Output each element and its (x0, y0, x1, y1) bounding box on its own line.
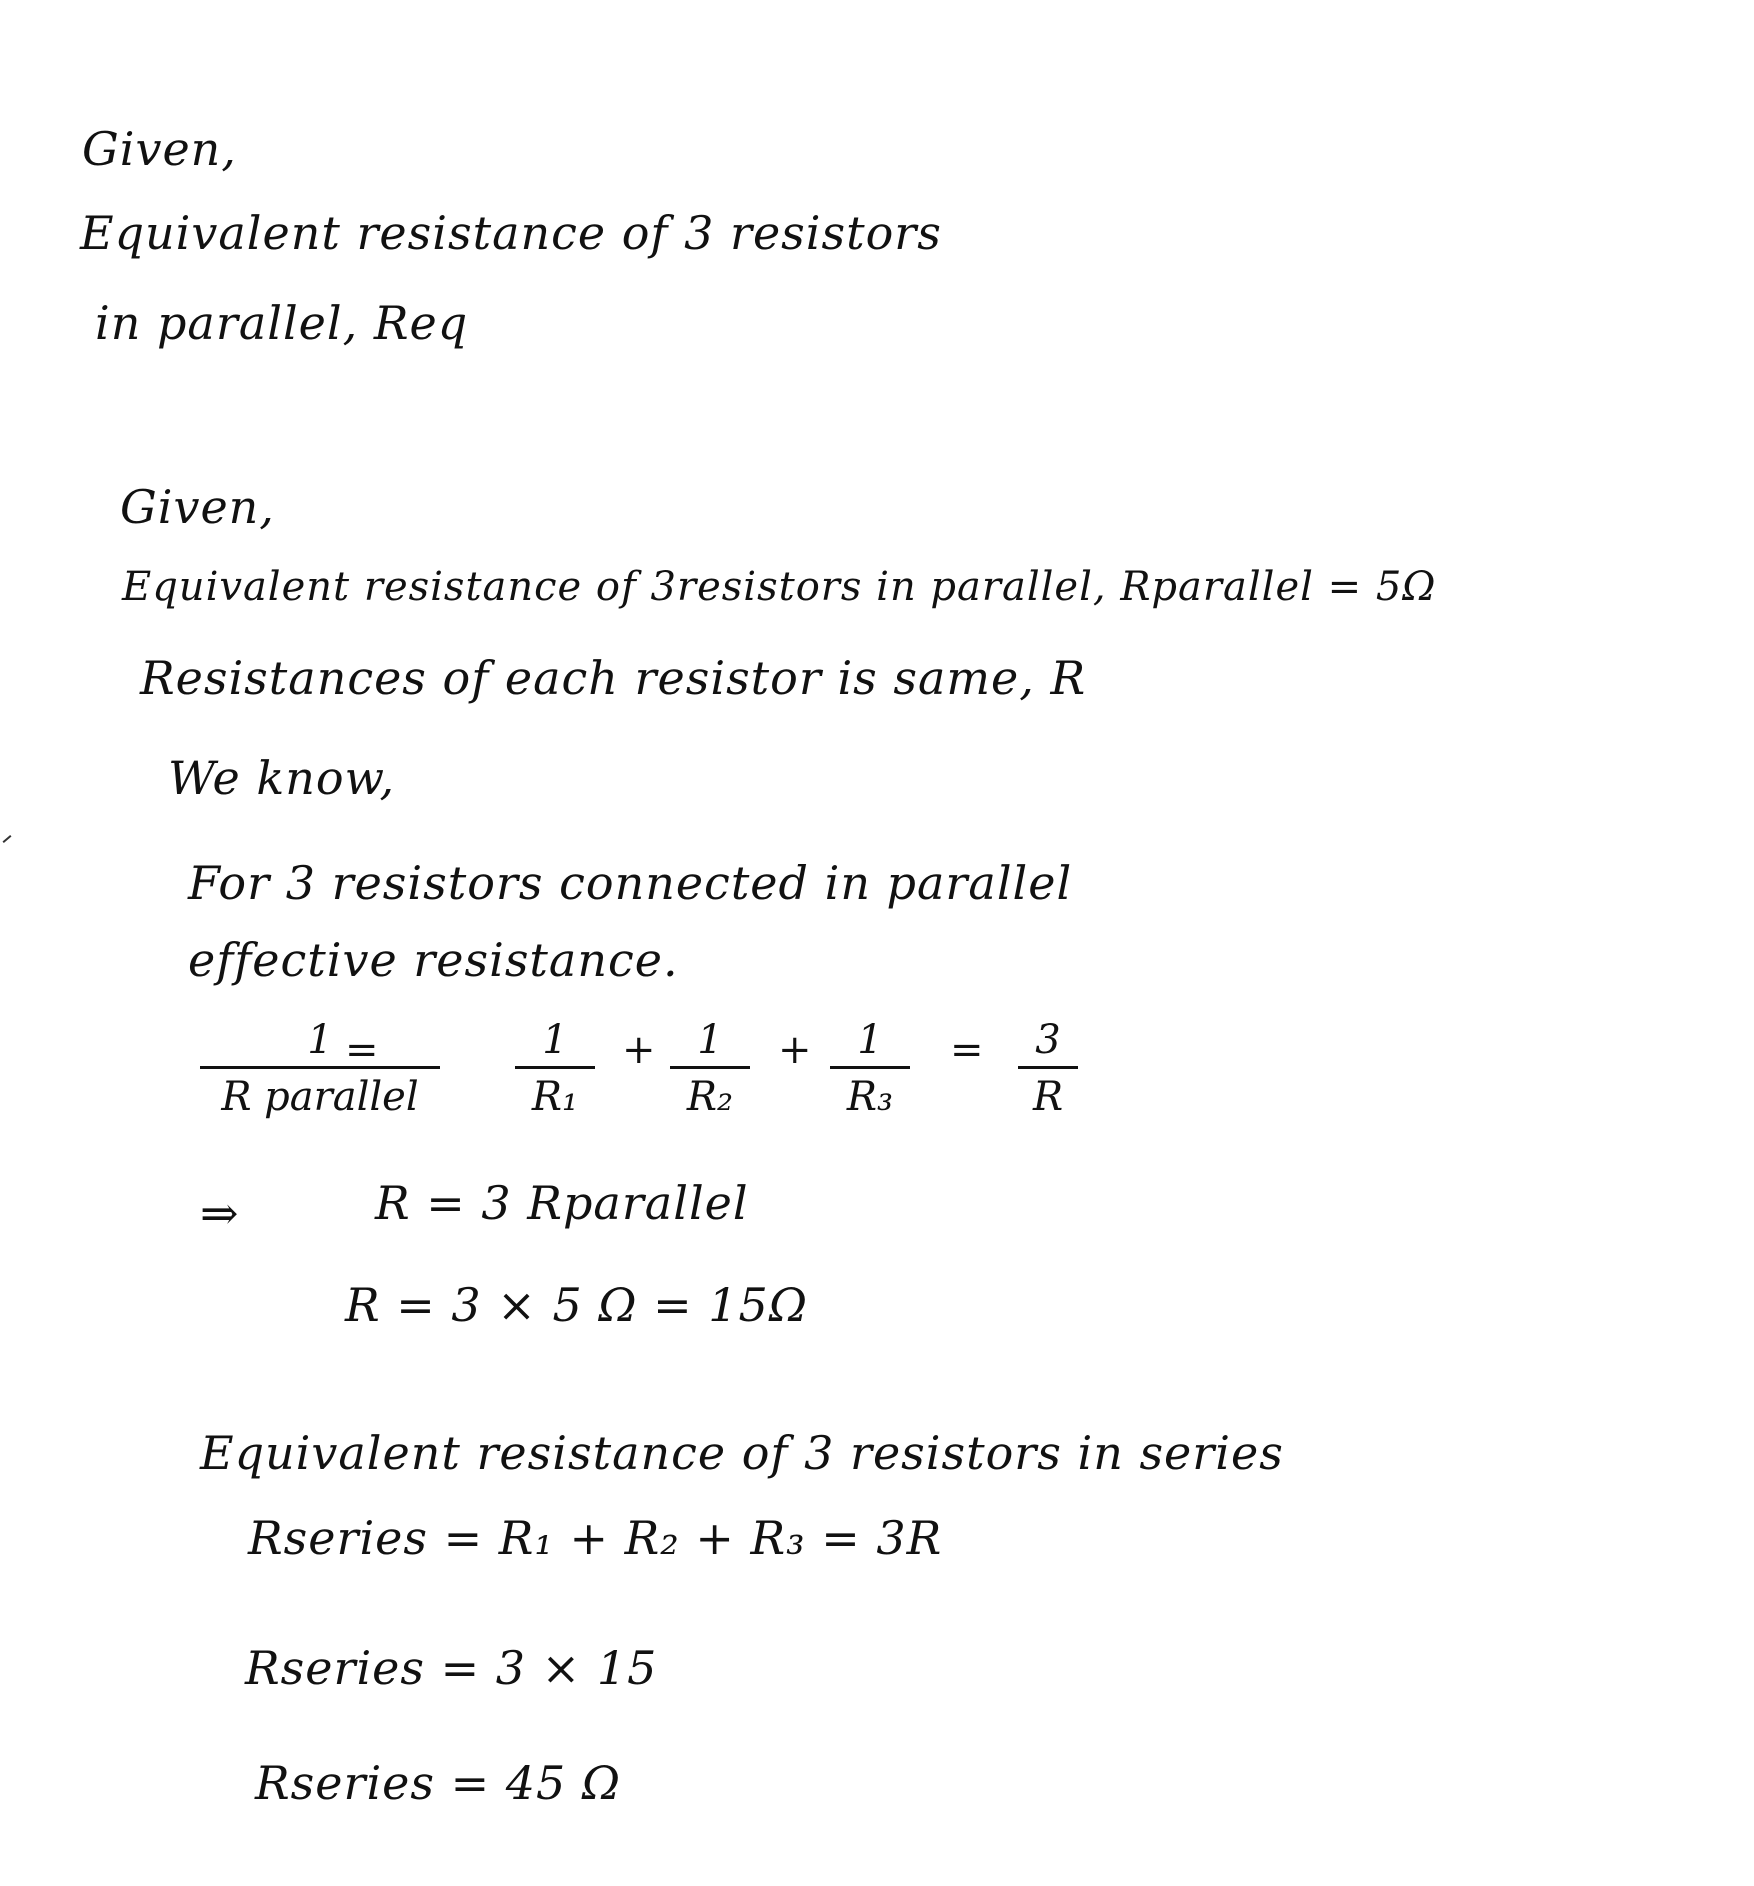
given-1-line-2: in parallel, Req (95, 296, 469, 350)
derivation-line-1: R = 3 Rparallel (375, 1176, 749, 1230)
fraction-rhs-denominator: R (1032, 1074, 1064, 1120)
stray-pen-mark (3, 835, 12, 843)
fraction-r2 (670, 1017, 750, 1120)
series-line-3: Rseries = 45 Ω (255, 1756, 622, 1810)
equals-sign-2: = (950, 1027, 984, 1073)
given-2-line-1: Equivalent resistance of 3resistors in parallel, Rparallel = 5Ω (122, 564, 1437, 610)
fraction-r3 (830, 1017, 910, 1120)
fraction-rhs-numerator: 3 (1018, 1020, 1078, 1069)
fraction-r1 (515, 1017, 595, 1120)
we-know-text: We know, (168, 751, 396, 805)
given-2-line-2: Resistances of each resistor is same, R (140, 651, 1087, 705)
fraction-r3-numerator: 1 (830, 1020, 910, 1069)
series-heading: Equivalent resistance of 3 resistors in series (200, 1426, 1284, 1480)
parallel-statement-line-1: For 3 resistors connected in parallel (188, 856, 1073, 910)
given-heading-2: Given, (120, 480, 275, 534)
series-line-1: Rseries = R₁ + R₂ + R₃ = 3R (248, 1511, 943, 1565)
fraction-rhs (1018, 1017, 1078, 1120)
equals-sign-1: = (345, 1027, 379, 1073)
given-heading-1: Given, (82, 122, 237, 176)
parallel-statement-line-2: effective resistance. (188, 933, 679, 987)
fraction-lhs (200, 1017, 440, 1120)
implies-symbol: ⇒ (200, 1186, 240, 1240)
plus-sign-2: + (778, 1027, 812, 1073)
plus-sign-1: + (622, 1027, 656, 1073)
given-1-line-1: Equivalent resistance of 3 resistors (80, 206, 942, 260)
fraction-r1-numerator: 1 (515, 1020, 595, 1069)
fraction-lhs-denominator: R parallel (221, 1074, 419, 1120)
fraction-r1-denominator: R₁ (531, 1074, 579, 1120)
derivation-line-2: R = 3 × 5 Ω = 15Ω (345, 1278, 808, 1332)
fraction-r3-denominator: R₃ (846, 1074, 894, 1120)
fraction-r2-denominator: R₂ (686, 1074, 734, 1120)
fraction-lhs-numerator: 1 (200, 1020, 440, 1069)
series-line-2: Rseries = 3 × 15 (245, 1641, 658, 1695)
fraction-r2-numerator: 1 (670, 1020, 750, 1069)
